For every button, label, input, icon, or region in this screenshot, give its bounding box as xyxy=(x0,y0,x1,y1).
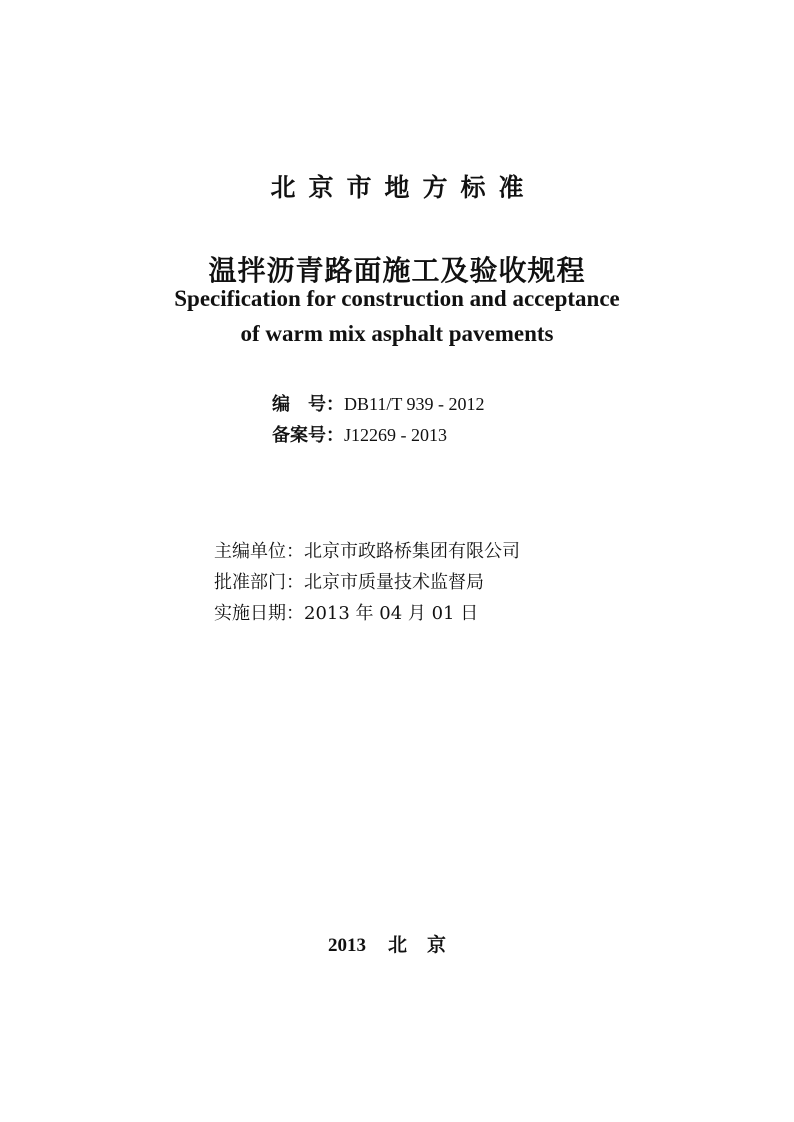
approval-department-value: 北京市质量技术监督局 xyxy=(304,572,484,593)
publication-footer xyxy=(0,930,794,957)
record-number-value: J12269 - 2013 xyxy=(344,425,447,445)
effective-date-row xyxy=(214,599,478,625)
editor-unit-value: 北京市政路桥集团有限公司 xyxy=(304,541,520,562)
approval-department-label: 批准部门： xyxy=(214,572,304,593)
document-title-english-line-1: Specification for construction and acceptance xyxy=(174,286,620,311)
publication-year: 2013 xyxy=(327,935,366,956)
document-title-chinese: 温拌沥青路面施工及验收规程 xyxy=(208,254,586,287)
document-title-english-line-2: of warm mix asphalt pavements xyxy=(240,321,554,346)
record-number-label: 备案号： xyxy=(272,425,344,446)
standard-series-heading: 北京市地方标准 xyxy=(270,173,537,202)
standard-number-label: 编 号： xyxy=(272,394,344,415)
editor-unit-label: 主编单位： xyxy=(214,541,304,562)
record-number-row xyxy=(272,421,447,447)
effective-date-label: 实施日期： xyxy=(214,603,304,624)
effective-date-value: 2013 年 04 月 01 日 xyxy=(304,603,479,624)
standard-number-row xyxy=(272,390,485,416)
publication-city: 北京 xyxy=(387,934,466,956)
standard-number-value: DB11/T 939 - 2012 xyxy=(344,394,485,414)
editor-unit-row xyxy=(214,537,520,563)
approval-department-row xyxy=(214,568,484,594)
